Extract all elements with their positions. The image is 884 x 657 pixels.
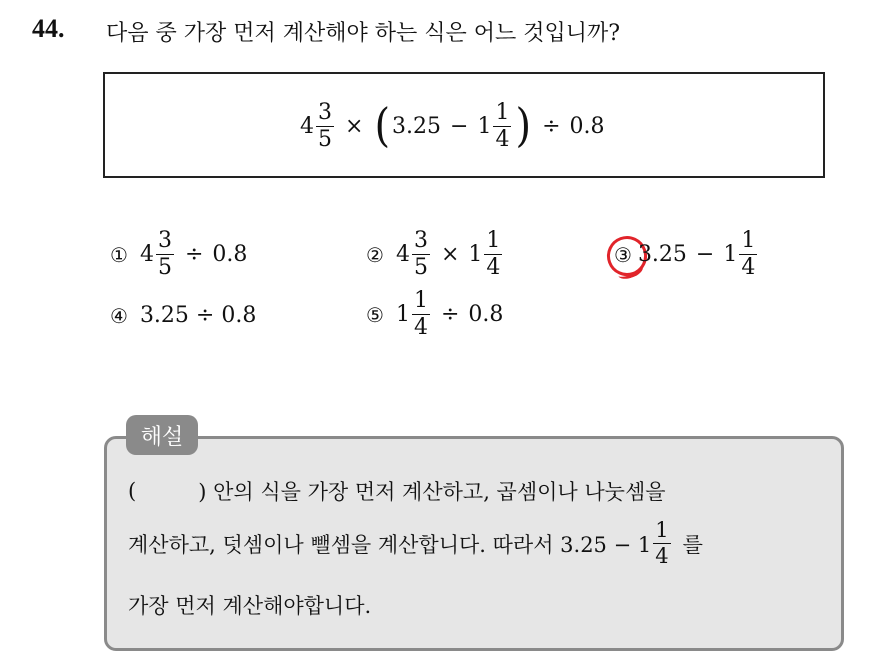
expr-times-sign: × xyxy=(345,113,364,139)
solution-line-1-text: ) 안의 식을 가장 먼저 계산하고, 곱셈이나 나눗셈을 xyxy=(198,480,666,504)
solution-open-paren: ( xyxy=(128,479,137,503)
choice-2-denominator: 5 xyxy=(413,255,428,280)
choice-3-whole: 1 xyxy=(723,242,738,267)
choice-5-denominator: 4 xyxy=(413,315,428,340)
choice-3-denominator: 4 xyxy=(741,255,756,280)
choice-5-numerator: 1 xyxy=(413,288,428,313)
solution-line-2-text: 계산하고, 덧셈이나 뺄셈을 계산합니다. 따라서 3.25 − 1 xyxy=(128,532,652,557)
solution-denominator: 4 xyxy=(655,544,669,568)
choice-1[interactable] xyxy=(110,230,247,279)
expr-left-paren: ( xyxy=(374,99,391,153)
choice-4-marker: ④ xyxy=(110,303,128,328)
question-number: 44. xyxy=(32,14,65,43)
choice-2-fraction xyxy=(412,230,430,279)
solution-line-3 xyxy=(128,590,371,620)
expr-denominator-1: 5 xyxy=(318,126,332,152)
choice-2-rhs-denominator: 4 xyxy=(486,255,501,280)
choice-5-marker: ⑤ xyxy=(366,302,384,327)
question-text: 다음 중 가장 먼저 계산해야 하는 식은 어느 것입니까? xyxy=(106,21,621,46)
solution-line-2 xyxy=(128,520,703,567)
expr-fraction-1 xyxy=(316,99,334,152)
expr-numerator-2: 1 xyxy=(495,99,510,125)
choice-5[interactable] xyxy=(366,290,503,339)
choice-2-op: × xyxy=(440,242,460,267)
expr-right-paren: ) xyxy=(515,99,532,153)
choice-3-numerator: 1 xyxy=(741,228,756,253)
choice-5-whole: 1 xyxy=(395,302,410,327)
choice-1-numerator: 3 xyxy=(157,228,172,253)
expr-decimal: 3.25 xyxy=(392,113,442,139)
main-expression xyxy=(300,96,605,156)
expr-divisor: 0.8 xyxy=(569,113,605,139)
choice-3-fraction xyxy=(739,230,757,279)
choice-1-denominator: 5 xyxy=(157,255,172,280)
solution-tag: 해설 xyxy=(126,415,198,455)
choice-1-fraction xyxy=(156,230,174,279)
choice-5-fraction xyxy=(412,290,430,339)
choice-3[interactable] xyxy=(614,230,759,279)
choice-1-op: ÷ xyxy=(184,242,204,267)
choice-5-rhs: 0.8 xyxy=(468,302,504,327)
choice-2-rhs-numerator: 1 xyxy=(486,228,501,253)
expr-denominator-2: 4 xyxy=(495,126,510,152)
expr-numerator-1: 3 xyxy=(318,99,332,125)
choice-1-whole: 4 xyxy=(139,242,154,267)
choice-4[interactable] xyxy=(110,303,256,328)
choice-2-whole: 4 xyxy=(395,242,410,267)
choice-1-rhs: 0.8 xyxy=(212,242,248,267)
expr-whole-1: 4 xyxy=(300,113,314,139)
expr-fraction-2 xyxy=(493,99,511,152)
choice-5-op: ÷ xyxy=(440,302,460,327)
choice-3-lhs: 3.25 xyxy=(637,242,687,267)
choice-3-op: − xyxy=(695,242,715,267)
choice-1-marker: ① xyxy=(110,242,128,267)
solution-line-3-text: 가장 먼저 계산해야합니다. xyxy=(128,594,372,618)
choice-2-rhs-whole: 1 xyxy=(468,242,483,267)
choice-2[interactable] xyxy=(366,230,504,279)
solution-numerator: 1 xyxy=(655,518,669,542)
solution-line-2-end: 를 xyxy=(682,532,703,557)
choice-2-rhs-fraction xyxy=(484,230,502,279)
expr-minus-sign: − xyxy=(450,113,469,139)
expr-divide-sign: ÷ xyxy=(542,113,561,139)
expr-whole-2: 1 xyxy=(477,113,492,139)
choice-2-marker: ② xyxy=(366,242,384,267)
solution-line-1 xyxy=(128,476,666,506)
choice-3-marker: ③ xyxy=(614,242,632,267)
solution-fraction xyxy=(653,520,670,567)
choice-4-text: 3.25 ÷ 0.8 xyxy=(139,303,257,328)
choice-2-numerator: 3 xyxy=(413,228,428,253)
